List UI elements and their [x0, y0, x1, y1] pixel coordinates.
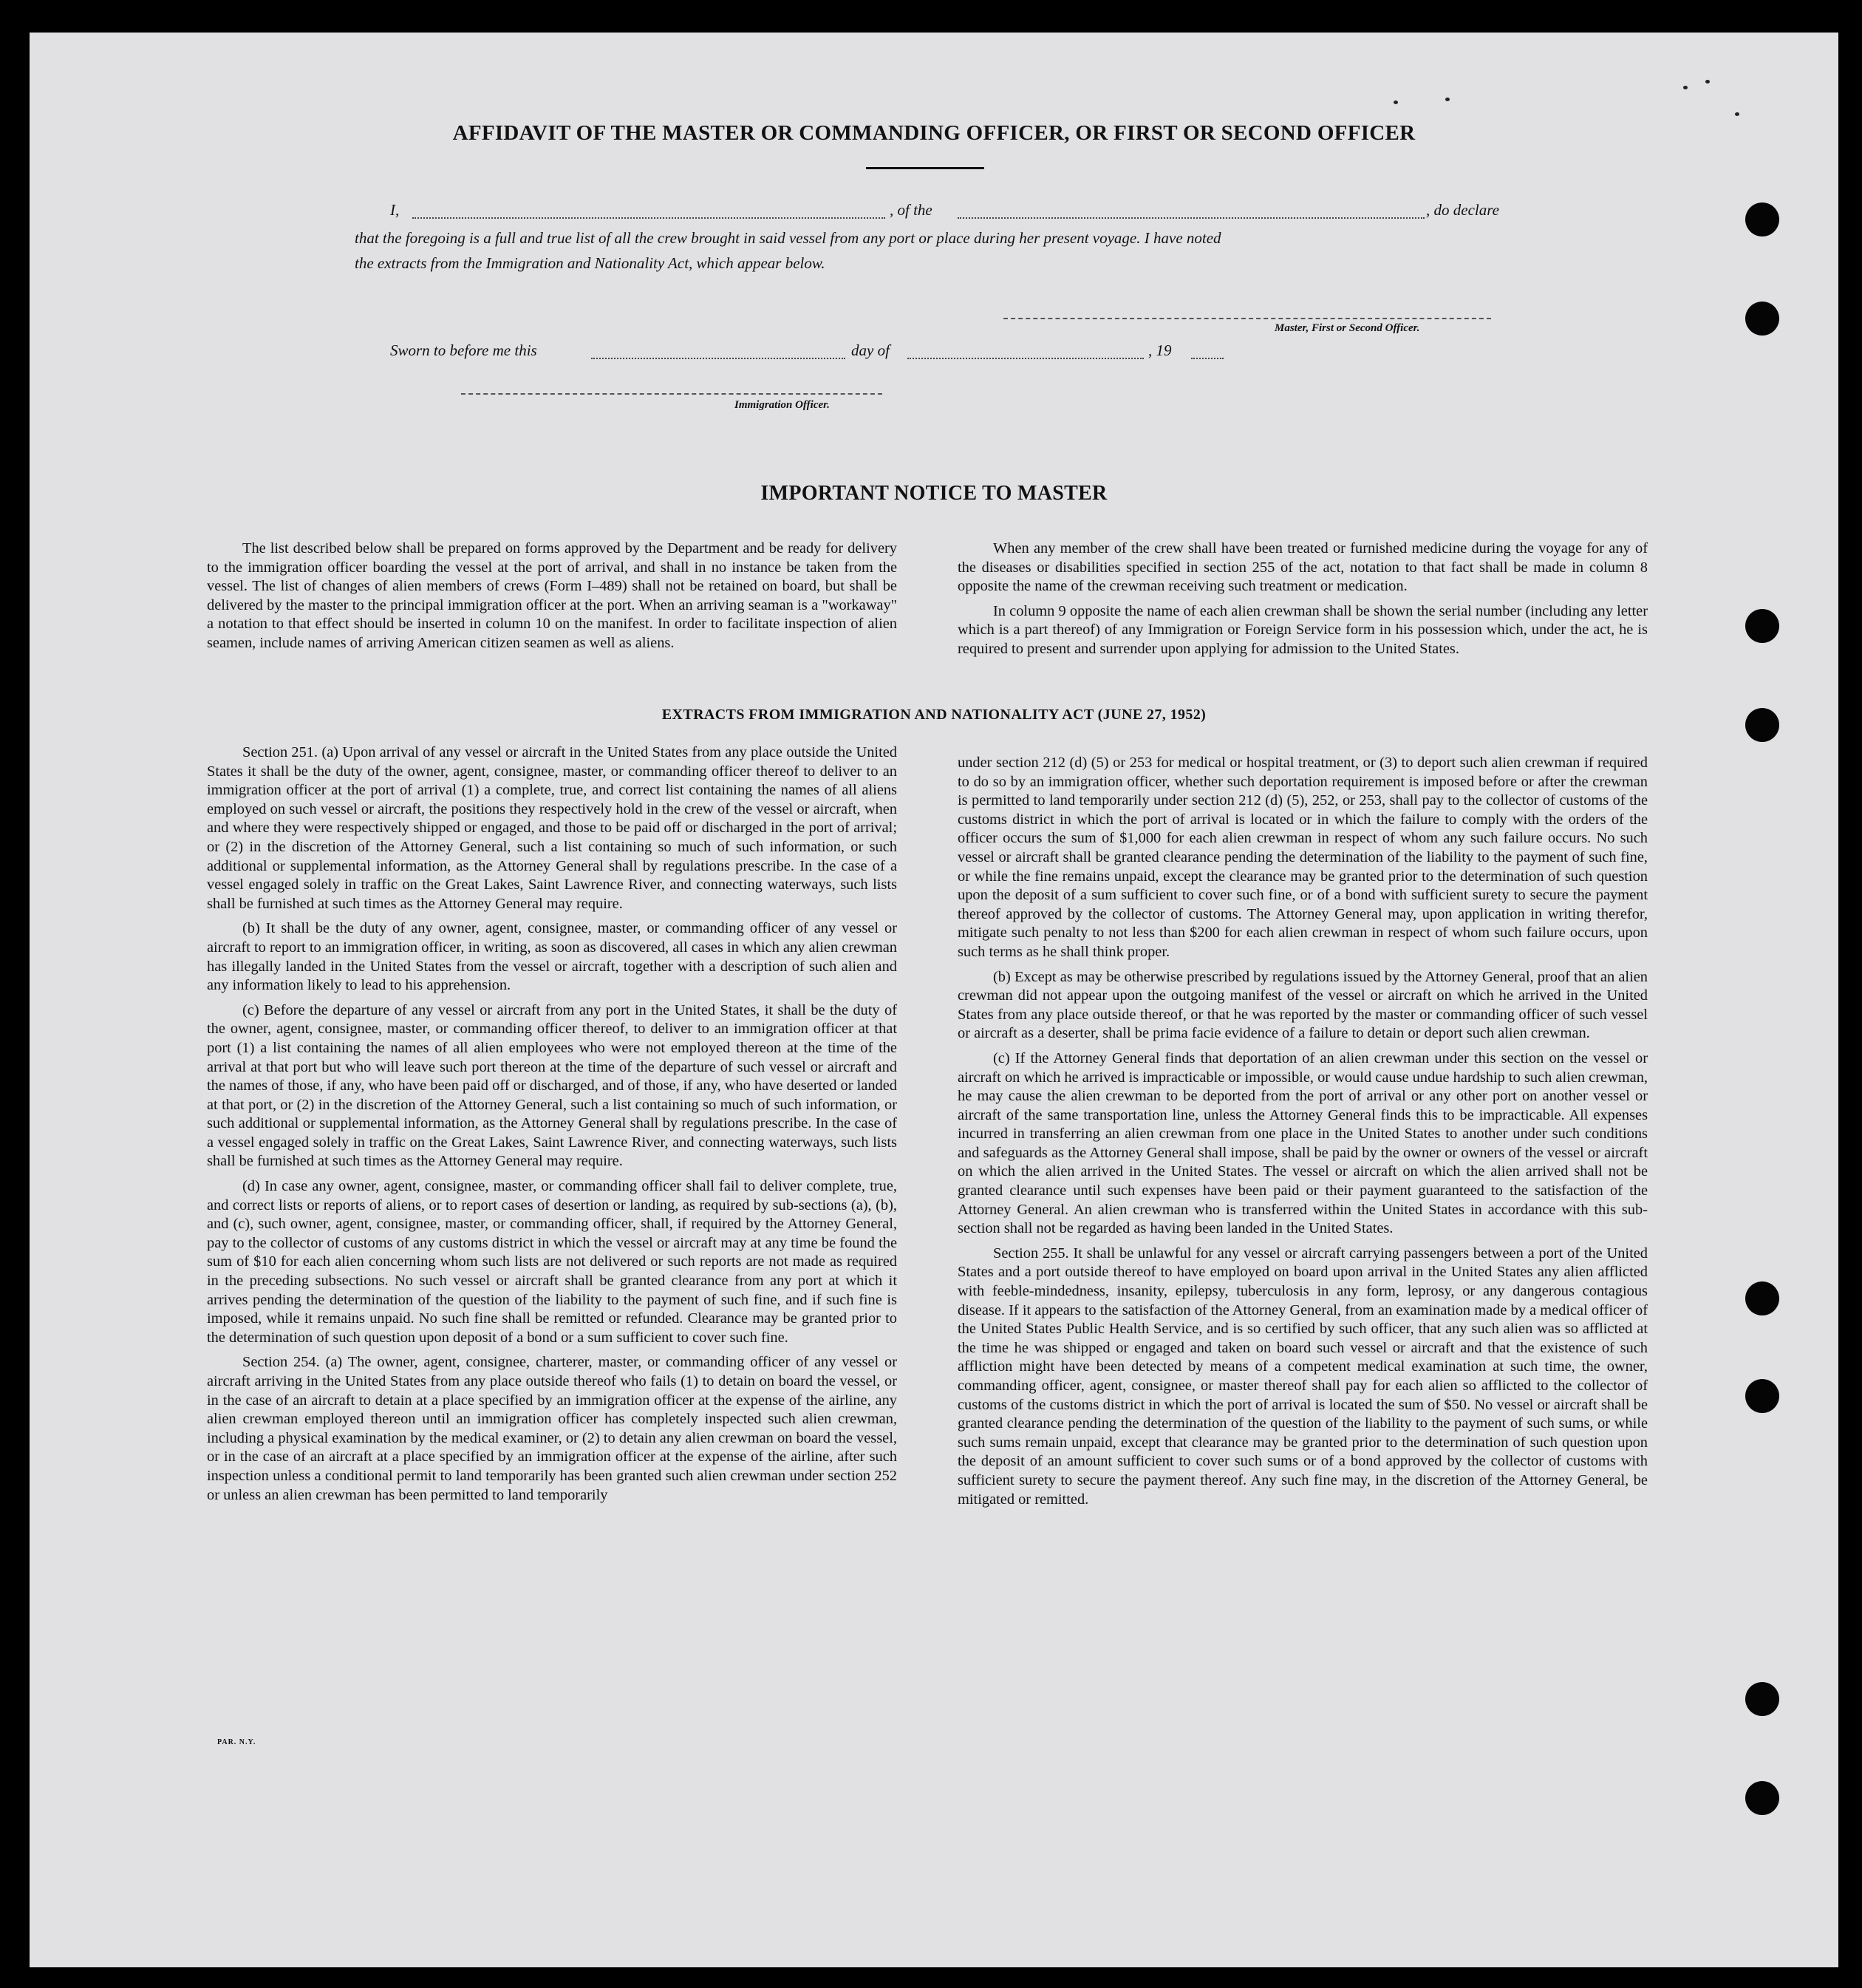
affidavit-statement-line: that the foregoing is a full and true list of all the crew brought in said vessel from any port or place during her present voyage. I have noted [355, 229, 1221, 247]
master-signature-caption: Master, First or Second Officer. [1275, 322, 1420, 334]
master-signature-line[interactable] [1003, 318, 1491, 319]
sworn-day-field[interactable] [591, 358, 845, 359]
extracts-left-column [207, 743, 897, 1511]
affidavit-title: AFFIDAVIT OF THE MASTER OR COMMANDING OFFICER, OR FIRST OR SECOND OFFICER [452, 121, 1416, 145]
printer-mark: PAR. N.Y. [217, 1738, 256, 1746]
notice-paragraph: When any member of the crew shall have been treated or furnished medicine during the voyage for any of the diseases or disabilities specified in section 255 of the act, notation to that fact shall be made in column 8 opposite the name of the crewman receiving such treatment or medication. [958, 540, 1648, 595]
form-page [30, 33, 1838, 1967]
binder-hole [1745, 1781, 1779, 1815]
year-field[interactable] [1191, 358, 1224, 359]
notice-right-column [958, 539, 1648, 665]
binder-hole [1745, 1682, 1779, 1716]
binder-hole [1745, 609, 1779, 643]
notice-title: IMPORTANT NOTICE TO MASTER [760, 482, 1108, 505]
affidavit-statement-line: the extracts from the Immigration and Nationality Act, which appear below. [355, 254, 825, 272]
affidavit-of-the-label: , of the [890, 201, 932, 219]
speck-mark [1735, 112, 1739, 116]
name-field[interactable] [412, 217, 885, 219]
year-label: , 19 [1148, 341, 1172, 359]
extract-paragraph: (d) In case any owner, agent, consignee, master, or commanding officer shall fail to deliver complete, true, and correct lists or reports of aliens, or to report cases of desertion or landing, as required by sub-sections (a), (b), and (c), such owner, agent, consignee, master, or commanding officer, shall, if required by the Attorney General, pay to the collector of customs of any customs district in which the vessel or aircraft may at any time be found the sum of $10 for each alien concerning whom such lists are not delivered or such reports are not made as required in the preceding subsections. No such vessel or aircraft shall be granted clearance from any port at which it arrives pending the determination of the question of the liability to the payment of such fine, and if such fine is imposed, while it remains unpaid. No such fine shall be remitted or refunded. Clearance may be granted prior to the determination of such question upon deposit of a bond or a sum sufficient to cover such fine. [207, 1178, 897, 1346]
title-rule [866, 167, 984, 169]
binder-hole [1745, 202, 1779, 236]
speck-mark [1683, 86, 1688, 89]
extract-paragraph: under section 212 (d) (5) or 253 for medical or hospital treatment, or (3) to deport such alien crewman if required to do so by an immigration officer, whether such deportation requirement is imposed before or after the crewman is permitted to land temporarily under section 212 (d) (5), 252, or 253, shall pay to the collector of customs of the customs district in which the port of arrival is located or in which the failure to comply with the orders of the officer occurs the sum of $1,000 for each alien crewman in respect of whom any such failure occurs. No such vessel or aircraft shall be granted clearance pending the determination of the liability to the payment of such fine, or while the fine remains unpaid, except the clearance may be granted prior to the determination of such question upon the deposit of a sum sufficient to cover such fine, or of a bond with sufficient surety to secure the payment thereof approved by the collector of customs. The Attorney General may, upon application in writing therefor, mitigate such penalty to not less than $200 for each alien crewman in respect of whom such failure occurs, upon such terms as he shall think proper. [958, 755, 1648, 960]
immigration-officer-signature-line[interactable] [461, 393, 882, 395]
extract-paragraph: (b) It shall be the duty of any owner, agent, consignee, master, or commanding officer of any vessel or aircraft to report to an immigration officer, in writing, as soon as discovered, all cases in which any alien crewman has illegally landed in the United States from the vessel or aircraft, together with a description of such alien and any information likely to lead to his apprehension. [207, 920, 897, 994]
immigration-officer-caption: Immigration Officer. [734, 399, 830, 411]
extract-paragraph: (c) If the Attorney General finds that deportation of an alien crewman under this section on the vessel or aircraft on which he arrived is impracticable or impossible, or would cause undue hardship to such alien crewman, he may cause the alien crewman to be deported from the port of arrival or any other port on another vessel or aircraft of the same transportation line, unless the Attorney General finds this to be impracticable. All expenses incurred in transferring an alien crewman from one place in the United States to another under such conditions and safeguards as the Attorney General shall impose, shall be paid by the owner or owners of the vessel or aircraft on which the alien arrived in the United States. The vessel or aircraft on which the alien arrived shall not be granted clearance until such expenses have been paid or their payment guaranteed to the satisfaction of the Attorney General. An alien crewman who is transferred within the United States in accordance with this sub-section shall not be regarded as having been landed in the United States. [958, 1049, 1648, 1237]
affidavit-declare-label: , do declare [1426, 201, 1499, 219]
extracts-right-column [958, 754, 1648, 1515]
binder-hole [1745, 302, 1779, 336]
day-of-label: day of [851, 341, 890, 359]
extract-paragraph: Section 251. (a) Upon arrival of any vessel or aircraft in the United States from any place outside the United States it shall be the duty of the owner, agent, consignee, master, or commanding officer thereof to deliver to an immigration officer at the port of arrival (1) a complete, true, and correct list containing the names of all aliens employed on such vessel or aircraft, the positions they respectively hold in the crew of the vessel or aircraft, when and where they were respectively shipped or engaged, and those to be paid off or discharged in the port of arrival; or (2) in the discretion of the Attorney General, such a list containing so much of such information, or such additional or supplemental information, as the Attorney General shall by regulations prescribe. In the case of a vessel engaged solely in traffic on the Great Lakes, Saint Lawrence River, and connecting waterways, such lists shall be furnished at such times as the Attorney General may require. [207, 744, 897, 912]
extract-paragraph: (c) Before the departure of any vessel or aircraft from any port in the United States, it shall be the duty of the owner, agent, consignee, master, or commanding officer thereof, to deliver to an immigration officer at that port (1) a list containing the names of all alien employees who were not employed thereon at the time of the arrival at that port but who will leave such port thereon at the time of the departure of such vessel or aircraft and the names of those, if any, who have been paid off or discharged, and of those, if any, who have deserted or landed at that port, or (2) in the discretion of the Attorney General, such a list containing so much of such information, or such additional or supplemental information, as the Attorney General shall by regulations prescribe. In the case of a vessel engaged solely in traffic on the Great Lakes, Saint Lawrence River, and connecting waterways, such lists shall be furnished at such times as the Attorney General may require. [207, 1001, 897, 1170]
speck-mark [1705, 80, 1710, 84]
sworn-label: Sworn to before me this [390, 341, 537, 359]
extract-paragraph: (b) Except as may be otherwise prescribed by regulations issued by the Attorney General, proof that an alien crewman did not appear upon the outgoing manifest of the vessel or aircraft on which he arrived in the United States from any place outside thereof, or that he was reported by the master or commanding officer of such vessel or aircraft as a deserter, shall be prima facie evidence of a failure to detain or deport such alien crewman. [958, 968, 1648, 1042]
binder-hole [1745, 1281, 1779, 1315]
vessel-field[interactable] [958, 217, 1425, 219]
notice-left-column [207, 539, 897, 659]
extracts-title: EXTRACTS FROM IMMIGRATION AND NATIONALITY ACT (JUNE 27, 1952) [661, 707, 1207, 723]
notice-paragraph: The list described below shall be prepared on forms approved by the Department and be ready for delivery to the immigration officer boarding the vessel at the port of arrival, and shall in no instance be taken from the vessel. The list of changes of alien members of crews (Form I–489) shall not be retained on board, but shall be delivered by the master to the principal immigration officer at the port. When an arriving seaman is a "workaway" a notation to that effect should be inserted in column 10 on the manifest. In order to facilitate inspection of alien seamen, include names of arriving American citizen seamen as well as aliens. [207, 540, 897, 651]
extract-paragraph: Section 254. (a) The owner, agent, consignee, charterer, master, or commanding officer of any vessel or aircraft arriving in the United States from any place outside thereof who fails (1) to detain on board the vessel, or in the case of an aircraft to detain at a place specified by an immigration officer at the expense of the airline, any alien crewman employed thereon until an immigration officer has completely inspected such alien crewman, including a physical examination by the medical examiner, or (2) to detain any alien crewman on board the vessel, or in the case of an aircraft at a place specified by an immigration officer at the expense of the airline, after such inspection unless a conditional permit to land temporarily has been granted such alien crewman under section 252 or unless an alien crewman has been permitted to land temporarily [207, 1354, 897, 1503]
speck-mark [1394, 101, 1398, 104]
sworn-month-field[interactable] [907, 358, 1144, 359]
notice-paragraph: In column 9 opposite the name of each alien crewman shall be shown the serial number (including any letter which is a part thereof) of any Immigration or Foreign Service form in his possession which, under the act, he is required to present and surrender upon applying for admission to the United States. [958, 602, 1648, 657]
speck-mark [1445, 98, 1450, 101]
binder-hole [1745, 1379, 1779, 1413]
affidavit-i-label: I, [390, 201, 400, 219]
extract-paragraph: Section 255. It shall be unlawful for any vessel or aircraft carrying passengers between a port of the United States and a port outside thereof to have employed on board upon arrival in the United States any alien afflicted with feeble-mindedness, insanity, epilepsy, tuberculosis in any form, leprosy, or any dangerous contagious disease. If it appears to the satisfaction of the Attorney General, from an examination made by a medical officer of the United States Public Health Service, and is so certified by such officer, that any such alien was so afflicted at the time he was shipped or engaged and taken on board such vessel or aircraft and that the existence of such affliction might have been detected by means of a competent medical examination at such time, the owner, commanding officer, agent, consignee, or master thereof shall pay for each alien so afflicted to the collector of customs of the customs district in which the port of arrival is located the sum of $50. No vessel or aircraft shall be granted clearance pending the determination of the question of the liability to the payment of such sums, or while such sums remain unpaid, except that clearance may be granted prior to the determination of such question upon the deposit of an amount sufficient to cover such sums or of a bond approved by the collector of customs with sufficient surety to secure the payment thereof. Any such fine may, in the discretion of the Attorney General, be mitigated or remitted. [958, 1245, 1648, 1508]
